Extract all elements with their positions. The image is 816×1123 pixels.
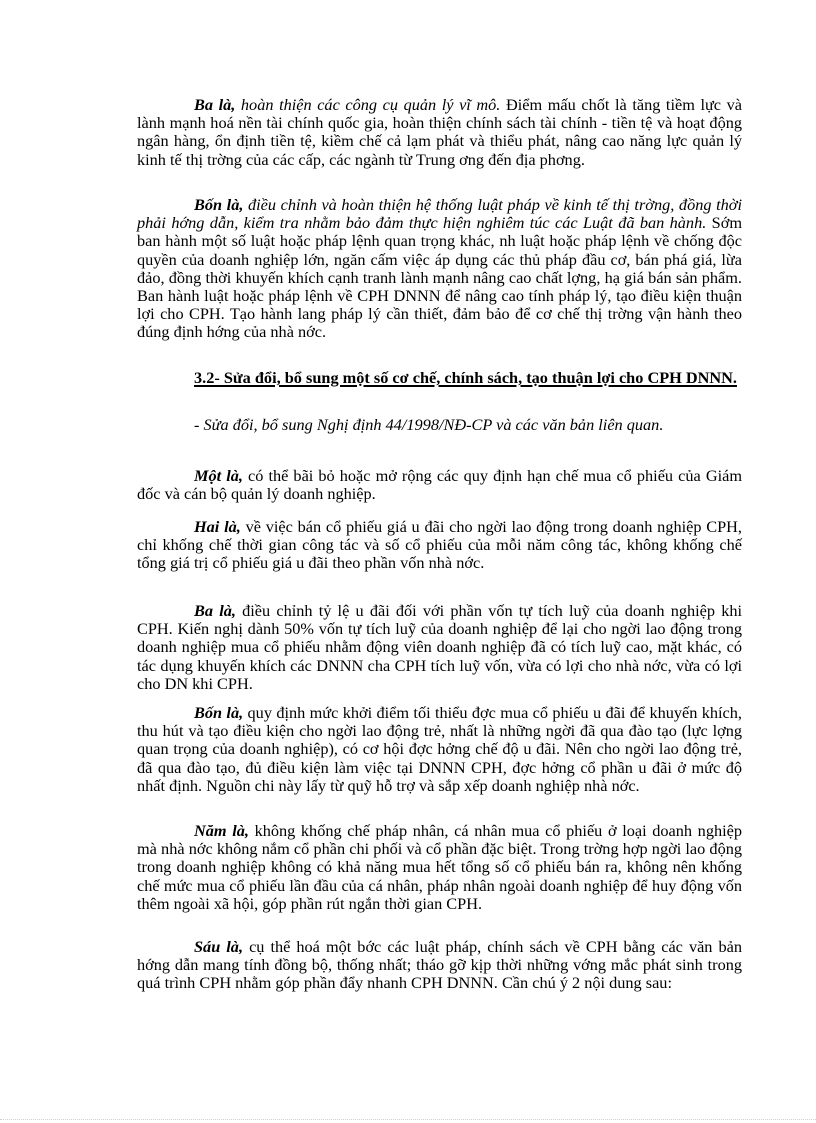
paragraph-text: Điểm mấu chốt là tăng tiềm lực và lành mạnh hoá nền tài chính quốc gia, hoàn thiện chính sách tài chính - tiền tệ và hoạt động ngân hàng, ổn định tiền tệ, kiềm chế cả lạm phát và thiểu phát, nâng cao năng lực quản lý kinh tế thị trờng của các cấp, các ngành từ Trung ơng đến địa phơng.	[137, 95, 742, 169]
paragraph-text: có thể bãi bỏ hoặc mở rộng các quy định hạn chế mua cổ phiếu của Giám đốc và cán bộ quản lý doanh nghiệp.	[137, 466, 742, 504]
paragraph-lead: Năm là,	[194, 821, 249, 840]
paragraph-text: điều chỉnh tỷ lệ u đãi đối với phần vốn tự tích luỹ của doanh nghiệp khi CPH. Kiến nghị dành 50% vốn tự tích luỹ của doanh nghiệp để lại cho ngời lao động trong doanh nghiệp mua cổ phiếu nhằm động viên doanh nghiệp đã có tích luỹ cao, mặt khác, có tác dụng khuyến khích các DNNN cha CPH tích luỹ vốn, vừa có lợi cho nhà nớc, vừa có lợi cho DN khi CPH.	[137, 601, 743, 693]
paragraph-text: Sớm ban hành một số luật hoặc pháp lệnh quan trọng khác, nh luật hoặc pháp lệnh về chống độc quyền của doanh nghiệp lớn, ngăn cấm việc áp dụng các thủ pháp đầu cơ, bán phá giá, lừa đảo, đồng thời khuyến khích cạnh tranh lành mạnh nâng cao chất lợng, hạ giá bán sản phẩm. Ban hành luật hoặc pháp lệnh về CPH DNNN để nâng cao tính pháp lý, tạo điều kiện thuận lợi cho CPH. Tạo hành lang pháp lý cần thiết, đảm bảo để cơ chế thị trờng vận hành theo đúng định hớng của nhà nớc.	[137, 213, 742, 342]
paragraph-text: cụ thể hoá một bớc các luật pháp, chính sách về CPH bằng các văn bản hớng dẫn mang tính đồng bộ, thống nhất; tháo gỡ kịp thời những vớng mắc phát sinh trong quá trình CPH nhằm góp phần đẩy nhanh CPH DNNN. Cần chú ý 2 nội dung sau:	[137, 937, 742, 993]
paragraph-text: không khống chế pháp nhân, cá nhân mua cổ phiếu ở loại doanh nghiệp mà nhà nớc không nắm cổ phần chi phối và cổ phần đặc biệt. Trong trờng hợp ngời lao động trong doanh nghiệp không có khả năng mua hết tổng số cổ phiếu bán ra, không nên khống chế mức mua cổ phiếu lần đầu của cá nhân, pháp nhân ngoài doanh nghiệp để huy động vốn thêm ngoài xã hội, góp phần rút ngắn thời gian CPH.	[137, 821, 742, 913]
paragraph-lead: Ba là,	[194, 601, 236, 620]
paragraph-sau-la	[137, 938, 742, 993]
paragraph-italic: điều chỉnh và hoàn thiện hệ thống luật pháp về kinh tế thị trờng, đồng thời phải hớng dẫn, kiểm tra nhằm bảo đảm thực hiện nghiêm túc các Luật đã ban hành.	[137, 195, 742, 233]
paragraph-italic: hoàn thiện các công cụ quản lý vĩ mô.	[235, 95, 501, 114]
page-bottom-border	[0, 1119, 816, 1120]
paragraph-text: về việc bán cổ phiếu giá u đãi cho ngời lao động trong doanh nghiệp CPH, chỉ khống chế thời gian công tác và số cổ phiếu của mỗi năm công tác, không khống chế tổng giá trị cổ phiếu giá u đãi theo phần vốn nhà nớc.	[137, 517, 742, 573]
paragraph-lead: Hai là,	[194, 517, 241, 536]
paragraph-nam-la	[137, 822, 742, 913]
paragraph-lead: Sáu là,	[194, 937, 244, 956]
paragraph-text: quy định mức khởi điểm tối thiểu đợc mua cổ phiếu u đãi để khuyến khích, thu hút và tạo điều kiện cho ngời lao động trẻ, nhất là những ngời đã qua đào tạo (lực lợng quan trọng của doanh nghiệp), có cơ hội đợc hởng chế độ u đãi. Nên cho ngời lao động trẻ, đã qua đào tạo, đủ điều kiện làm việc tại DNNN CPH, đợc hởng cổ phần u đãi ở mức độ nhất định. Nguồn chi này lấy từ quỹ hỗ trợ và sắp xếp doanh nghiệp nhà nớc.	[137, 703, 742, 795]
section-heading: 3.2- Sửa đổi, bổ sung một số cơ chế, chính sách, tạo thuận lợi cho CPH DNNN.	[194, 368, 737, 387]
paragraph-mot-la	[137, 467, 742, 503]
paragraph-lead: Bốn là,	[194, 703, 244, 722]
paragraph-lead: Ba là,	[194, 95, 236, 114]
paragraph-ba-la-uu-dai	[137, 602, 742, 693]
paragraph-bon-la-luat-phap	[137, 196, 742, 342]
paragraph-hai-la	[137, 518, 742, 573]
paragraph-ba-la-vi-mo	[137, 96, 742, 169]
paragraph-lead: Một là,	[194, 466, 243, 485]
subsection-heading: - Sửa đổi, bổ sung Nghị định 44/1998/NĐ-CP và các văn bản liên quan.	[194, 415, 664, 434]
paragraph-bon-la-khoi-diem	[137, 704, 742, 795]
paragraph-lead: Bốn là,	[194, 195, 244, 214]
